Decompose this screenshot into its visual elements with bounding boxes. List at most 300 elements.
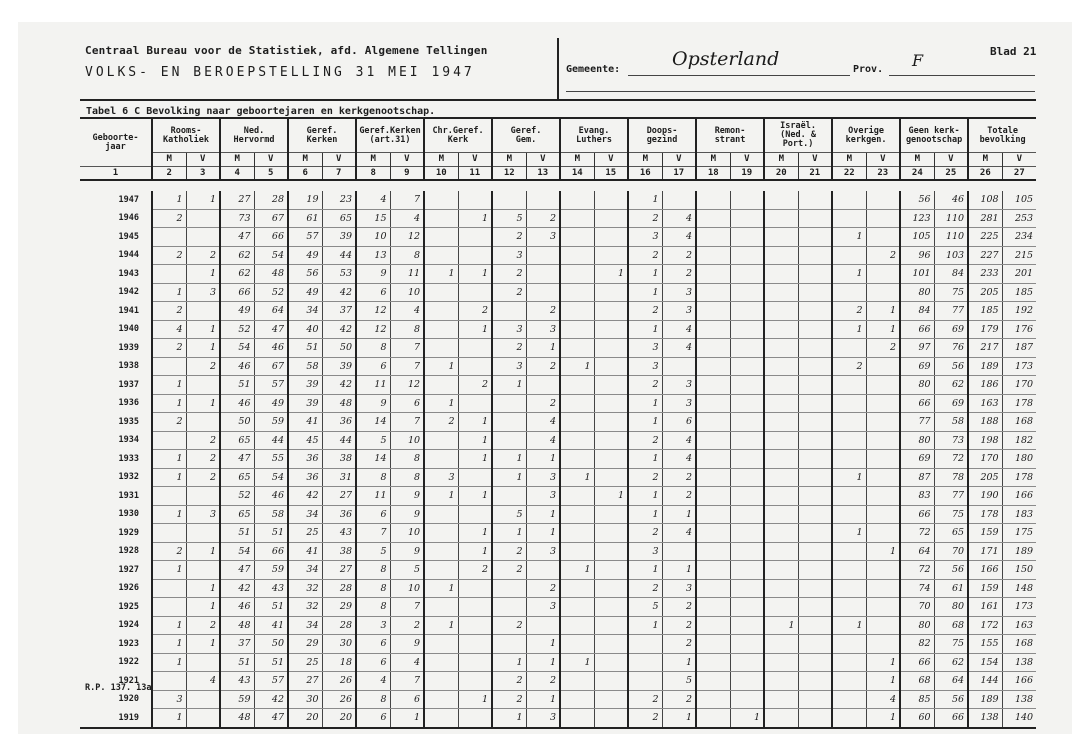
count-cell: 1 — [186, 394, 220, 413]
count-cell — [764, 450, 798, 469]
count-cell — [560, 450, 594, 469]
count-cell: 23 — [322, 191, 356, 209]
count-cell: 8 — [356, 579, 390, 598]
count-cell — [730, 598, 764, 617]
count-cell: 1 — [866, 653, 900, 672]
count-cell: 65 — [220, 505, 254, 524]
count-cell — [730, 413, 764, 432]
count-cell: 68 — [900, 672, 934, 691]
count-cell: 1 — [628, 561, 662, 580]
count-cell: 2 — [186, 616, 220, 635]
count-cell: 67 — [254, 357, 288, 376]
year-cell: 1922 — [118, 657, 139, 668]
gemeente-label: Gemeente: — [566, 64, 621, 75]
count-cell: 44 — [254, 431, 288, 450]
count-cell — [152, 672, 186, 691]
count-cell: 1 — [560, 561, 594, 580]
count-cell — [458, 598, 492, 617]
count-cell: 159 — [968, 524, 1002, 543]
table-row — [80, 672, 1036, 691]
year-cell: 1935 — [118, 416, 139, 427]
count-cell: 12 — [356, 302, 390, 321]
count-cell — [560, 320, 594, 339]
count-cell: 188 — [968, 413, 1002, 432]
count-cell: 77 — [900, 413, 934, 432]
count-cell — [696, 616, 730, 635]
count-cell — [764, 376, 798, 395]
count-cell — [186, 653, 220, 672]
count-cell: 51 — [220, 376, 254, 395]
count-cell: 12 — [390, 228, 424, 247]
count-cell — [424, 376, 458, 395]
count-cell: 10 — [390, 579, 424, 598]
count-cell — [594, 302, 628, 321]
count-cell: 103 — [934, 246, 968, 265]
count-cell: 1 — [186, 191, 220, 209]
count-cell — [458, 505, 492, 524]
count-cell — [696, 561, 730, 580]
count-cell: 80 — [900, 376, 934, 395]
column-number: 8 — [356, 167, 390, 181]
count-cell — [594, 653, 628, 672]
count-cell: 1 — [424, 579, 458, 598]
count-cell: 1 — [458, 690, 492, 709]
count-cell: 4 — [662, 431, 696, 450]
count-cell: 28 — [254, 191, 288, 209]
table-row — [80, 357, 1036, 376]
count-cell: 2 — [662, 616, 696, 635]
count-cell — [866, 191, 900, 209]
count-cell — [798, 357, 832, 376]
spacer-row — [80, 180, 1036, 191]
count-cell — [560, 302, 594, 321]
count-cell: 43 — [220, 672, 254, 691]
count-cell: 2 — [662, 468, 696, 487]
count-cell — [560, 191, 594, 209]
sex-header-row — [80, 153, 1036, 167]
count-cell: 1 — [866, 672, 900, 691]
count-cell: 1 — [492, 376, 526, 395]
count-cell: 57 — [254, 672, 288, 691]
count-cell: 77 — [934, 302, 968, 321]
count-cell — [594, 616, 628, 635]
count-cell — [696, 283, 730, 302]
year-cell: 1929 — [118, 527, 139, 538]
count-cell: 4 — [356, 191, 390, 209]
count-cell: 1 — [152, 616, 186, 635]
count-cell — [560, 542, 594, 561]
count-cell: 8 — [356, 339, 390, 358]
count-cell — [594, 505, 628, 524]
count-cell: 2 — [526, 357, 560, 376]
count-cell: 44 — [322, 431, 356, 450]
count-cell — [832, 376, 866, 395]
count-cell — [798, 228, 832, 247]
count-cell — [560, 246, 594, 265]
count-cell — [424, 431, 458, 450]
count-cell: 84 — [900, 302, 934, 321]
count-cell — [866, 209, 900, 228]
count-cell: 1 — [152, 450, 186, 469]
count-cell: 3 — [628, 542, 662, 561]
count-cell — [594, 561, 628, 580]
count-cell — [594, 209, 628, 228]
count-cell: 3 — [492, 320, 526, 339]
count-cell: 1 — [832, 265, 866, 284]
count-cell — [628, 672, 662, 691]
count-cell: 80 — [900, 431, 934, 450]
count-cell: 1 — [186, 542, 220, 561]
count-cell: 4 — [152, 320, 186, 339]
count-cell — [866, 487, 900, 506]
count-cell: 144 — [968, 672, 1002, 691]
year-cell: 1927 — [118, 564, 139, 575]
count-cell — [764, 524, 798, 543]
count-cell: 48 — [220, 709, 254, 728]
count-cell: 67 — [254, 209, 288, 228]
count-cell: 12 — [356, 320, 390, 339]
count-cell: 148 — [1002, 579, 1036, 598]
count-cell: 7 — [356, 524, 390, 543]
count-cell — [492, 191, 526, 209]
count-cell — [730, 690, 764, 709]
count-cell — [730, 283, 764, 302]
count-cell — [424, 209, 458, 228]
count-cell: 166 — [1002, 487, 1036, 506]
count-cell: 87 — [900, 468, 934, 487]
prov-value: F — [912, 51, 924, 70]
count-cell: 1 — [492, 709, 526, 728]
sex-header: M — [764, 153, 798, 167]
count-cell: 5 — [390, 561, 424, 580]
count-cell — [186, 690, 220, 709]
count-cell: 1 — [526, 450, 560, 469]
count-cell — [594, 598, 628, 617]
count-cell: 66 — [934, 709, 968, 728]
org-line: Centraal Bureau voor de Statistiek, afd. Algemene Tellingen — [85, 44, 488, 57]
group-header: Chr.Geref. Kerk — [424, 118, 492, 153]
year-cell: 1942 — [118, 287, 139, 298]
count-cell — [560, 505, 594, 524]
count-cell: 46 — [220, 394, 254, 413]
count-cell — [492, 487, 526, 506]
count-cell — [560, 339, 594, 358]
count-cell: 62 — [220, 265, 254, 284]
count-cell: 3 — [492, 246, 526, 265]
count-cell — [798, 209, 832, 228]
count-cell: 39 — [322, 357, 356, 376]
count-cell: 2 — [628, 690, 662, 709]
count-cell: 2 — [628, 524, 662, 543]
count-cell: 75 — [934, 635, 968, 654]
count-cell: 1 — [628, 394, 662, 413]
count-cell: 1 — [560, 653, 594, 672]
table-row — [80, 302, 1036, 321]
column-number-row — [80, 167, 1036, 181]
count-cell — [798, 653, 832, 672]
count-cell — [560, 394, 594, 413]
count-cell: 1 — [458, 209, 492, 228]
count-cell: 1 — [152, 376, 186, 395]
sex-header: M — [560, 153, 594, 167]
count-cell: 1 — [628, 283, 662, 302]
table-row — [80, 579, 1036, 598]
column-number: 15 — [594, 167, 628, 181]
column-number: 17 — [662, 167, 696, 181]
column-number: 25 — [934, 167, 968, 181]
year-cell: 1944 — [118, 250, 139, 261]
table-row — [80, 468, 1036, 487]
count-cell: 2 — [662, 487, 696, 506]
count-cell: 14 — [356, 450, 390, 469]
count-cell: 34 — [288, 561, 322, 580]
count-cell — [832, 579, 866, 598]
count-cell: 101 — [900, 265, 934, 284]
count-cell — [798, 690, 832, 709]
count-cell: 80 — [934, 598, 968, 617]
table-row — [80, 616, 1036, 635]
count-cell: 49 — [220, 302, 254, 321]
year-cell: 1933 — [118, 453, 139, 464]
count-cell: 10 — [390, 283, 424, 302]
count-cell: 2 — [186, 431, 220, 450]
count-cell: 29 — [322, 598, 356, 617]
count-cell: 281 — [968, 209, 1002, 228]
count-cell: 108 — [968, 191, 1002, 209]
count-cell: 227 — [968, 246, 1002, 265]
count-cell — [696, 542, 730, 561]
count-cell — [832, 653, 866, 672]
count-cell: 40 — [288, 320, 322, 339]
count-cell — [730, 487, 764, 506]
column-number: 14 — [560, 167, 594, 181]
count-cell — [560, 265, 594, 284]
count-cell — [866, 357, 900, 376]
count-cell: 1 — [186, 598, 220, 617]
count-cell: 1 — [832, 228, 866, 247]
table-row — [80, 709, 1036, 728]
count-cell: 138 — [1002, 690, 1036, 709]
count-cell: 44 — [322, 246, 356, 265]
count-cell — [458, 635, 492, 654]
count-cell — [424, 598, 458, 617]
count-cell: 49 — [288, 283, 322, 302]
count-cell — [458, 228, 492, 247]
count-cell: 3 — [662, 579, 696, 598]
count-cell: 57 — [288, 228, 322, 247]
count-cell: 46 — [220, 598, 254, 617]
count-cell: 159 — [968, 579, 1002, 598]
count-cell — [594, 672, 628, 691]
count-cell — [832, 542, 866, 561]
count-cell: 1 — [492, 653, 526, 672]
table-title: Tabel 6 C Bevolking naar geboortejaren en kerkgenootschap. — [86, 106, 436, 117]
count-cell — [696, 265, 730, 284]
count-cell: 173 — [1002, 598, 1036, 617]
count-cell — [560, 524, 594, 543]
count-cell: 1 — [662, 709, 696, 728]
count-cell: 2 — [832, 302, 866, 321]
table-body — [80, 180, 1036, 728]
count-cell — [798, 191, 832, 209]
count-cell — [560, 413, 594, 432]
count-cell: 1 — [424, 394, 458, 413]
count-cell: 4 — [662, 209, 696, 228]
count-cell: 2 — [832, 357, 866, 376]
count-cell — [458, 283, 492, 302]
count-cell: 9 — [390, 487, 424, 506]
count-cell: 50 — [254, 635, 288, 654]
count-cell — [560, 616, 594, 635]
count-cell — [730, 468, 764, 487]
count-cell — [560, 690, 594, 709]
column-number: 19 — [730, 167, 764, 181]
year-cell: 1931 — [118, 490, 139, 501]
count-cell: 1 — [424, 487, 458, 506]
count-cell: 47 — [220, 561, 254, 580]
year-cell: 1932 — [118, 472, 139, 483]
count-cell: 189 — [1002, 542, 1036, 561]
count-cell: 27 — [288, 672, 322, 691]
count-cell — [730, 339, 764, 358]
sex-header: V — [730, 153, 764, 167]
count-cell: 66 — [254, 542, 288, 561]
count-cell — [798, 246, 832, 265]
count-cell — [798, 524, 832, 543]
count-cell: 1 — [424, 357, 458, 376]
count-cell — [458, 616, 492, 635]
count-cell: 9 — [356, 265, 390, 284]
year-cell: 1947 — [118, 195, 139, 205]
column-number: 5 — [254, 167, 288, 181]
count-cell: 3 — [526, 542, 560, 561]
count-cell: 8 — [356, 598, 390, 617]
count-cell — [458, 672, 492, 691]
count-cell: 1 — [526, 690, 560, 709]
count-cell — [594, 468, 628, 487]
group-header: Geen kerk- genootschap — [900, 118, 968, 153]
count-cell: 1 — [424, 265, 458, 284]
count-cell: 52 — [220, 487, 254, 506]
count-cell: 74 — [900, 579, 934, 598]
count-cell — [560, 228, 594, 247]
count-cell — [764, 598, 798, 617]
table-row — [80, 431, 1036, 450]
count-cell: 178 — [968, 505, 1002, 524]
count-cell — [832, 598, 866, 617]
count-cell: 59 — [254, 561, 288, 580]
count-cell: 1 — [866, 542, 900, 561]
count-cell: 2 — [492, 690, 526, 709]
count-cell: 5 — [492, 505, 526, 524]
count-cell: 1 — [628, 505, 662, 524]
count-cell: 7 — [390, 357, 424, 376]
count-cell: 105 — [1002, 191, 1036, 209]
count-cell — [186, 487, 220, 506]
count-cell — [764, 357, 798, 376]
count-cell: 2 — [628, 431, 662, 450]
count-cell: 166 — [1002, 672, 1036, 691]
count-cell: 1 — [458, 431, 492, 450]
column-number: 4 — [220, 167, 254, 181]
count-cell — [764, 339, 798, 358]
count-cell: 4 — [390, 302, 424, 321]
count-cell: 46 — [254, 339, 288, 358]
column-number: 22 — [832, 167, 866, 181]
count-cell — [696, 394, 730, 413]
count-cell: 52 — [220, 320, 254, 339]
column-number: 13 — [526, 167, 560, 181]
count-cell — [526, 283, 560, 302]
year-cell: 1921 — [118, 675, 139, 686]
count-cell — [526, 191, 560, 209]
count-cell — [186, 561, 220, 580]
count-cell: 47 — [220, 228, 254, 247]
count-cell: 2 — [458, 376, 492, 395]
count-cell: 66 — [254, 228, 288, 247]
count-cell: 34 — [288, 616, 322, 635]
count-cell: 11 — [356, 376, 390, 395]
count-cell — [730, 209, 764, 228]
table-row — [80, 246, 1036, 265]
count-cell: 2 — [526, 672, 560, 691]
count-cell: 42 — [322, 283, 356, 302]
count-cell: 1 — [186, 579, 220, 598]
count-cell: 1 — [560, 468, 594, 487]
count-cell: 1 — [458, 265, 492, 284]
count-cell — [798, 468, 832, 487]
year-cell: 1946 — [118, 213, 139, 224]
count-cell — [730, 616, 764, 635]
count-cell: 1 — [832, 524, 866, 543]
prov-label: Prov. — [853, 64, 884, 75]
count-cell: 28 — [322, 579, 356, 598]
count-cell: 27 — [322, 487, 356, 506]
count-cell: 173 — [1002, 357, 1036, 376]
count-cell: 59 — [254, 413, 288, 432]
count-cell — [764, 209, 798, 228]
count-cell: 205 — [968, 468, 1002, 487]
count-cell — [798, 487, 832, 506]
count-cell: 54 — [254, 246, 288, 265]
count-cell: 36 — [288, 468, 322, 487]
count-cell: 20 — [322, 709, 356, 728]
count-cell — [866, 394, 900, 413]
count-cell: 42 — [322, 376, 356, 395]
count-cell: 3 — [186, 283, 220, 302]
count-cell: 76 — [934, 339, 968, 358]
count-cell: 85 — [900, 690, 934, 709]
count-cell — [764, 228, 798, 247]
count-cell: 61 — [934, 579, 968, 598]
count-cell — [594, 542, 628, 561]
count-cell: 234 — [1002, 228, 1036, 247]
count-cell: 9 — [356, 394, 390, 413]
count-cell: 3 — [492, 357, 526, 376]
count-cell: 1 — [152, 394, 186, 413]
count-cell: 34 — [288, 302, 322, 321]
count-cell: 43 — [254, 579, 288, 598]
column-number: 18 — [696, 167, 730, 181]
count-cell — [730, 672, 764, 691]
count-cell: 73 — [934, 431, 968, 450]
count-cell: 2 — [458, 561, 492, 580]
count-cell: 2 — [628, 302, 662, 321]
sheet-number: Blad 21 — [990, 45, 1037, 58]
count-cell: 1 — [526, 339, 560, 358]
count-cell — [696, 320, 730, 339]
count-cell — [560, 431, 594, 450]
